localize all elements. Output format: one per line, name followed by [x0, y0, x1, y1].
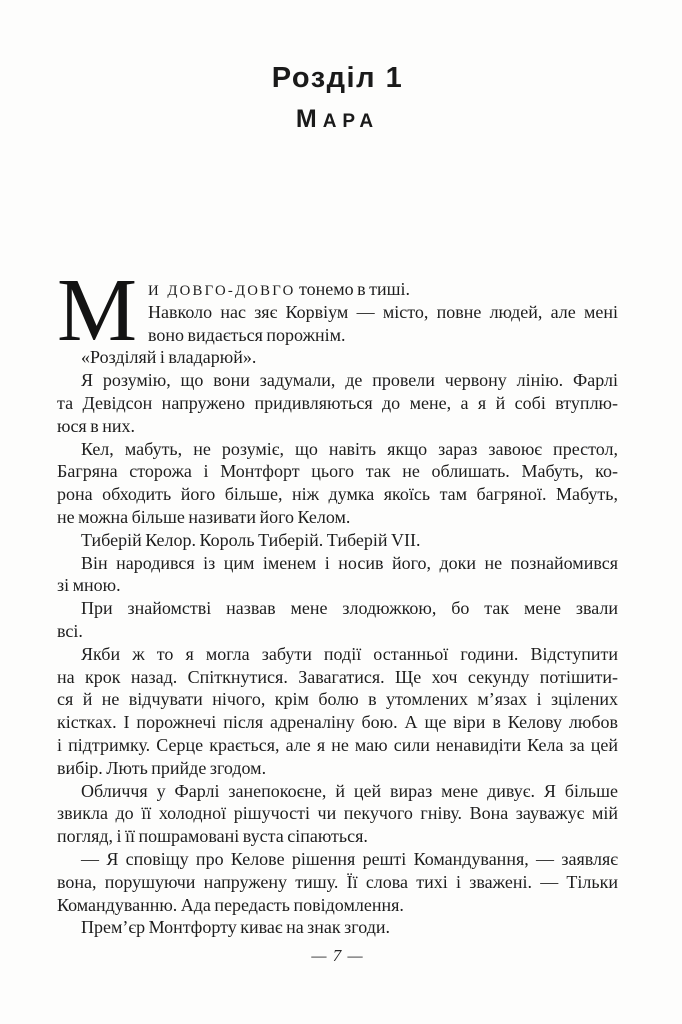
text-line: не можна більше називати його Келом.	[57, 506, 351, 527]
chapter-title: Розділ 1	[271, 62, 404, 94]
paragraph	[57, 346, 618, 369]
text-line: Я розумію, що вони задумали, де провели червону лінію. Фарлі	[81, 370, 618, 391]
text-line: Командуванню. Ада передасть повідомлення.	[57, 894, 404, 915]
page-number: — 7 —	[311, 946, 364, 965]
text-line: на крок назад. Спіткнутися. Завагатися. Ще хоч секунду потішити-	[57, 666, 618, 687]
text-line: ся й не відчувати нічого, крім болю в утомлених м’язах і зцілених	[57, 689, 618, 710]
paragraph	[57, 597, 618, 643]
paragraph	[57, 529, 618, 552]
small-caps-opener: И ДОВГО-ДОВГО	[148, 283, 296, 299]
text-line: кістках. І порожнечі після адреналіну бою. А ще віри в Келову любов	[57, 712, 618, 733]
text-line: Тиберій Келор. Король Тиберій. Тиберій VII.	[81, 529, 421, 550]
drop-cap-letter: М	[57, 261, 138, 360]
text-line: Він народився із цим іменем і носив його, доки не познайомився	[81, 552, 618, 573]
text-line: Обличчя у Фарлі занепокоєне, й цей вираз мене дивує. Я більше	[81, 780, 618, 801]
text-line: звикла до її холодної рішучості чи пекучого гніву. Вона зауважує мій	[57, 803, 618, 824]
paragraph	[57, 552, 618, 598]
paragraph	[57, 369, 618, 437]
text-line: «Розділяй і владарюй».	[81, 347, 257, 368]
text-line: — Я сповіщу про Келове рішення решті Командування, — заявляє	[81, 848, 618, 869]
text-line: і підтримку. Серце крається, але я не маю сили ненавидіти Кела за цей	[57, 734, 618, 755]
text-line: зі мною.	[57, 575, 121, 596]
paragraph	[57, 848, 618, 916]
text-line: Багряна сторожа і Монтфорт цього так не облишать. Мабуть, ко-	[57, 461, 618, 482]
text-line: вибір. Лють прийде згодом.	[57, 757, 267, 778]
paragraph	[57, 438, 618, 529]
body-text	[57, 261, 618, 939]
text-line: Якби ж то я могла забути події останньої години. Відступити	[81, 643, 618, 664]
text-line: рона обходить його більше, ніж думка якоїсь там багряної. Мабуть,	[57, 484, 618, 505]
text-line: Прем’єр Монтфорту киває на знак згоди.	[81, 917, 390, 938]
text-line: вона, порушуючи напружену тишу. Її слова тихі і зважені. — Тільки	[57, 871, 618, 892]
text-line: При знайомстві назвав мене злодюжкою, бо так мене звали	[81, 598, 618, 619]
text-line: всі.	[57, 620, 83, 641]
text-line: воно видається порожнім.	[148, 324, 346, 345]
text-line: Навколо нас зяє Корвіум — місто, повне людей, але мені	[148, 301, 618, 322]
chapter-subtitle: МАРА	[295, 105, 380, 133]
text-line: И ДОВГО-ДОВГО тонемо в тиші.	[148, 279, 411, 299]
text-line: та Девідсон напружено придивляються до мене, а я й собі втуплю-	[57, 392, 618, 413]
paragraph	[57, 916, 618, 939]
paragraph	[57, 780, 618, 848]
text-line: юся в них.	[57, 415, 135, 436]
text-line: Кел, мабуть, не розуміє, що навіть якщо зараз завоює престол,	[81, 438, 618, 459]
text-line: погляд, і її пошрамовані вуста сіпаються.	[57, 826, 368, 847]
paragraph	[57, 643, 618, 780]
